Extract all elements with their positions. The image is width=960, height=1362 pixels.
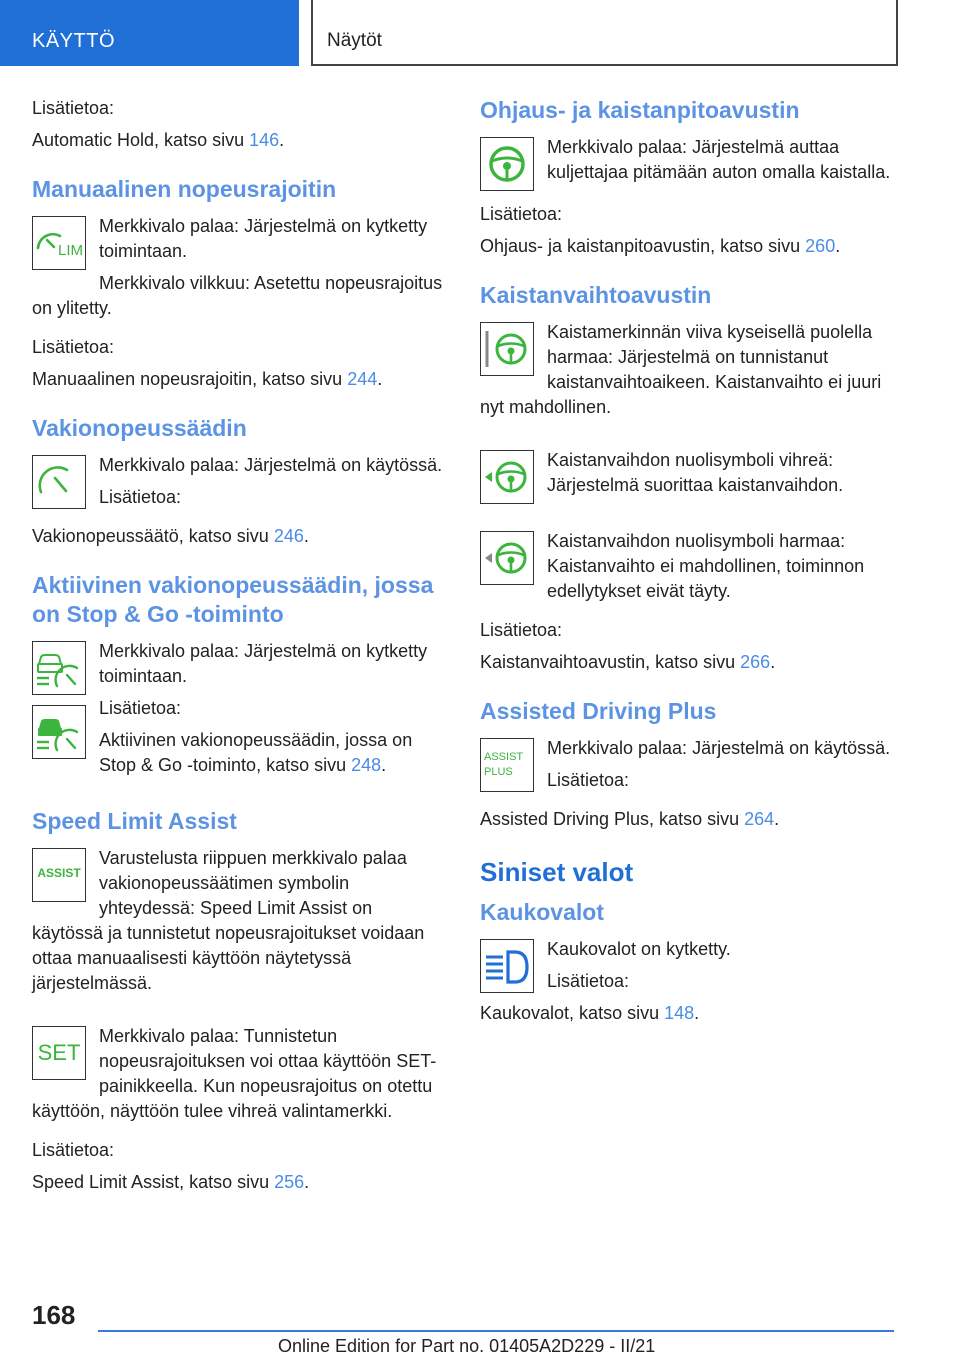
lane-change-block-1 xyxy=(480,320,894,427)
acc-ref: Aktiivinen vakionopeussäädin, jossa on Stop & Go -toiminto, katso sivu 248. xyxy=(99,730,413,775)
left-column xyxy=(32,96,446,1202)
steering-wheel-icon xyxy=(480,137,534,191)
manual-limiter-label: Lisätietoa: xyxy=(32,337,115,357)
page-link-260[interactable]: 260 xyxy=(805,236,836,256)
section-title-acc: Aktiivinen vakionopeussäädin, jossa on Stop & Go -toiminto xyxy=(32,572,434,627)
footer-edition: Online Edition for Part no. 01405A2D229 - II/21 xyxy=(278,1336,656,1356)
manual-limiter-block xyxy=(32,214,446,328)
cruise-control-icon xyxy=(32,455,86,509)
steering-text: Merkkivalo palaa: Järjestelmä auttaa kuljettajaa pitämään auton omalla kaistalla. xyxy=(547,137,891,182)
lane-arrow-green-icon xyxy=(480,450,534,504)
acc-text: Merkkivalo palaa: Järjestelmä on kytketty toimintaan. xyxy=(99,641,428,686)
subsection-title-high-beam: Kaukovalot xyxy=(480,899,604,925)
page-link-264[interactable]: 264 xyxy=(744,809,775,829)
adp-ref: Assisted Driving Plus, katso sivu 264. xyxy=(480,809,780,829)
adp-label: Lisätietoa: xyxy=(547,770,630,790)
page-link-256[interactable]: 256 xyxy=(274,1172,305,1192)
adp-block xyxy=(480,736,894,800)
section-title-cruise: Vakionopeussäädin xyxy=(32,415,247,441)
sla-label: Lisätietoa: xyxy=(32,1140,115,1160)
lane-change-text2: Kaistanvaihdon nuolisymboli vihreä: Järjestelmä suorittaa kaistanvaihdon. xyxy=(547,450,844,495)
page-link-148[interactable]: 148 xyxy=(664,1003,695,1023)
right-column xyxy=(480,96,894,1040)
adp-text: Merkkivalo palaa: Järjestelmä on käytössä. xyxy=(547,738,891,758)
acc-block xyxy=(32,639,446,785)
page-link-248[interactable]: 248 xyxy=(351,755,382,775)
set-icon: SET xyxy=(32,1026,86,1080)
steering-ref: Ohjaus- ja kaistanpitoavustin, katso sivu 260. xyxy=(480,236,841,256)
header-chapter-box xyxy=(311,0,898,66)
sla-block-1 xyxy=(32,846,446,1003)
manual-limiter-text2: Merkkivalo vilkkuu: Asetettu nopeusrajoitus on ylitetty. xyxy=(32,273,443,318)
steering-label: Lisätietoa: xyxy=(480,204,563,224)
high-beam-icon xyxy=(480,939,534,993)
header-section-label: KÄYTTÖ xyxy=(32,30,116,52)
section-title-blue-lights: Siniset valot xyxy=(480,857,634,887)
sla-text1: Varustelusta riippuen merkkivalo palaa vakionopeussäätimen symbolin yhteydessä: Speed Limit Assist on käytössä ja tunnistetut nopeusrajoitukset voidaan ottaa manuaalisesti käyttöön näytetyssä järjestelmässä. xyxy=(32,848,425,993)
lane-change-ref: Kaistanvaihtoavustin, katso sivu 266. xyxy=(480,652,776,672)
section-title-lane-change: Kaistanvaihtoavustin xyxy=(480,282,712,308)
page-number: 168 xyxy=(32,1300,76,1330)
page-link-244[interactable]: 244 xyxy=(347,369,378,389)
lane-change-text1: Kaistamerkinnän viiva kyseisellä puolella harmaa: Järjestelmä on tunnistanut kaistanvaihtoaikeen. Kaistanvaihto ei juuri nyt mahdollinen. xyxy=(480,322,882,417)
page-link-266[interactable]: 266 xyxy=(740,652,771,672)
lane-line-gray-icon xyxy=(480,322,534,376)
high-beam-block xyxy=(480,937,894,1033)
assist-plus-icon: ASSIST PLUS xyxy=(480,738,534,792)
cruise-label: Lisätietoa: xyxy=(99,487,182,507)
svg-text:LIM: LIM xyxy=(58,242,84,259)
manual-limiter-ref: Manuaalinen nopeusrajoitin, katso sivu 244. xyxy=(32,369,383,389)
lane-change-block-3 xyxy=(480,529,894,611)
header-section-tab xyxy=(0,0,299,66)
lane-change-label: Lisätietoa: xyxy=(480,620,563,640)
page-link-146[interactable]: 146 xyxy=(249,130,280,150)
manual-limiter-text1: Merkkivalo palaa: Järjestelmä on kytketty toimintaan. xyxy=(99,216,428,261)
high-beam-ref: Kaukovalot, katso sivu 148. xyxy=(480,1003,700,1023)
sla-ref: Speed Limit Assist, katso sivu 256. xyxy=(32,1172,310,1192)
acc-filled-icon xyxy=(32,705,86,759)
lim-indicator-icon xyxy=(32,216,86,270)
acc-label: Lisätietoa: xyxy=(99,698,182,718)
sla-block-2 xyxy=(32,1024,446,1131)
intro-label: Lisätietoa: xyxy=(32,98,115,118)
acc-outline-icon xyxy=(32,641,86,695)
high-beam-text: Kaukovalot on kytketty. xyxy=(547,939,731,959)
steering-block xyxy=(480,135,894,195)
high-beam-label: Lisätietoa: xyxy=(547,971,630,991)
assist-icon: ASSIST xyxy=(32,848,86,902)
header-chapter-label: Näytöt xyxy=(327,30,382,51)
cruise-ref: Vakionopeussäätö, katso sivu 246. xyxy=(32,526,309,546)
cruise-block xyxy=(32,453,446,517)
section-title-sla: Speed Limit Assist xyxy=(32,808,237,834)
sla-text2: Merkkivalo palaa: Tunnistetun nopeusrajoituksen voi ottaa käyttöön SET-painikkeella. Kun nopeusrajoitus on otettu käyttöön, näyttöön tulee vihreä valintamerkki. xyxy=(32,1026,437,1121)
section-title-steering: Ohjaus- ja kaistanpitoavustin xyxy=(480,97,800,123)
lane-arrow-gray-icon xyxy=(480,531,534,585)
intro-ref: Automatic Hold, katso sivu 146. xyxy=(32,130,285,150)
lane-change-text3: Kaistanvaihdon nuolisymboli harmaa: Kaistanvaihto ei mahdollinen, toiminnon edellytykset eivät täyty. xyxy=(547,531,865,601)
acc-icons xyxy=(32,639,99,763)
section-title-manual-limiter: Manuaalinen nopeusrajoitin xyxy=(32,176,337,202)
footer-divider xyxy=(98,1330,894,1332)
cruise-text: Merkkivalo palaa: Järjestelmä on käytössä. xyxy=(99,455,443,475)
lane-change-block-2 xyxy=(480,448,894,508)
page-link-246[interactable]: 246 xyxy=(273,526,304,546)
section-title-adp: Assisted Driving Plus xyxy=(480,698,717,724)
